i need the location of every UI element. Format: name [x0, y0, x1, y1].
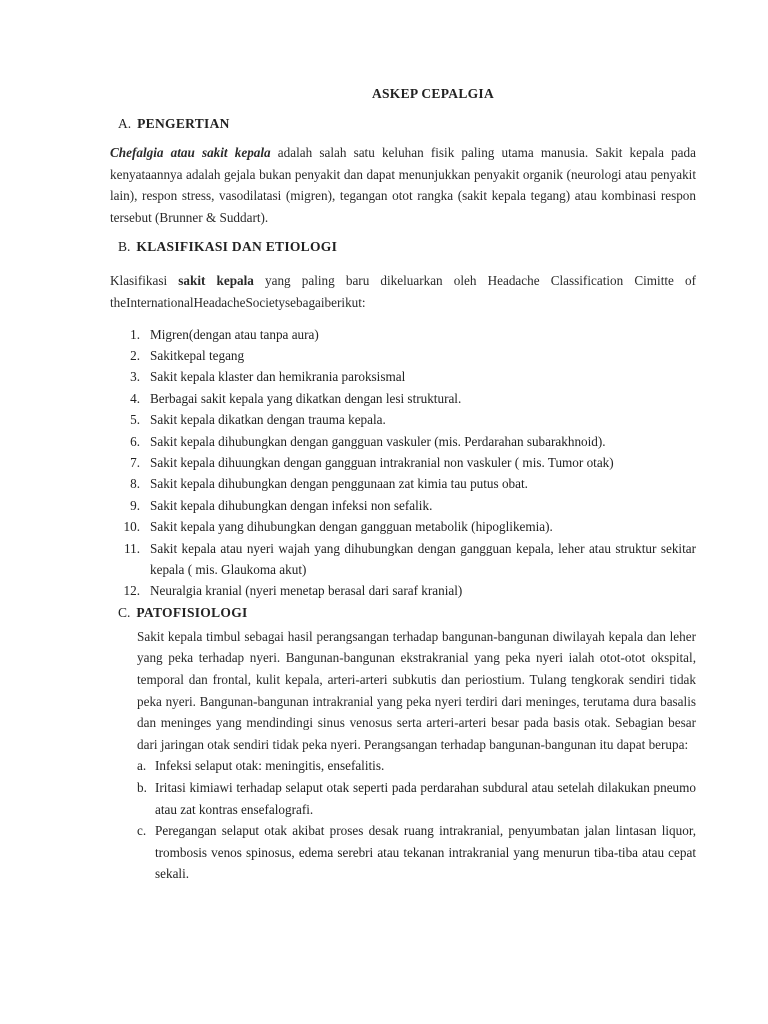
section-a-letter: A. — [118, 116, 132, 131]
list-item-number: 7. — [130, 455, 140, 470]
list-item — [137, 777, 696, 820]
section-a-heading — [118, 112, 696, 136]
section-b-intro — [110, 270, 696, 313]
section-b-intro-bold: sakit kepala — [178, 273, 254, 289]
list-item-number: 6. — [130, 433, 140, 449]
list-item-letter: a. — [137, 758, 147, 774]
list-item — [110, 580, 696, 601]
list-item — [110, 495, 696, 516]
list-item-text: Peregangan selaput otak akibat proses desak ruang intrakranial, penyumbatan jalan lintasan liquor, trombosis venos spinosus, edema serebri atau tekanan intrakranial yang menurun tiba-tiba atau cepat sekali. — [155, 823, 696, 882]
list-item — [110, 324, 696, 345]
list-item-text: Sakit kepala atau nyeri wajah yang dihubungkan dengan gangguan kepala, leher atau struktur sekitar kepala ( mis. Glaukoma akut) — [150, 540, 696, 578]
list-item-text: Neuralgia kranial (nyeri menetap berasal dari saraf kranial) — [150, 583, 463, 599]
list-item — [110, 473, 696, 494]
list-item — [110, 388, 696, 409]
list-item — [137, 820, 696, 885]
list-item — [110, 452, 696, 473]
section-b-intro-pre: Klasifikasi — [110, 273, 179, 289]
list-item-text: Iritasi kimiawi terhadap selaput otak seperti pada perdarahan subdural atau setelah dilakukan pneumo atau zat kontras ensefalografi. — [155, 780, 696, 817]
list-item-text: Sakit kepala dihuungkan dengan gangguan intrakranial non vaskuler ( mis. Tumor otak) — [150, 455, 614, 470]
list-item-number: 3. — [130, 369, 140, 385]
list-item-text: Sakit kepala dihubungkan dengan infeksi non sefalik. — [150, 497, 433, 513]
list-item — [110, 409, 696, 430]
list-item-number: 9. — [130, 497, 140, 513]
section-a-title: PENGERTIAN — [137, 116, 230, 131]
list-item-text: Sakit kepala klaster dan hemikrania paroksismal — [150, 369, 406, 385]
list-item-text: Berbagai sakit kepala yang dikatkan dengan lesi struktural. — [150, 390, 462, 406]
list-item-number: 4. — [130, 390, 140, 406]
list-item-text: Infeksi selaput otak: meningitis, ensefalitis. — [155, 758, 385, 774]
list-item — [110, 516, 696, 537]
list-item-number: 2. — [130, 347, 140, 363]
list-item-number: 11. — [124, 540, 140, 556]
list-item-text: Sakit kepala dikatkan dengan trauma kepala. — [150, 412, 386, 428]
list-item-text: Sakitkepal tegang — [150, 347, 245, 363]
section-a-body: adalah salah satu keluhan fisik paling utama manusia. Sakit kepala pada kenyataannya adalah gejala bukan penyakit dan dapat menunjukkan penyakit organik (neurologi atau penyakit lain), respon stress, vasodilatasi (migren), tegangan otot rangka (sakit kepala tegang) atau kombinasi respon tersebut (Brunner & Suddart). — [110, 145, 696, 225]
section-c-content — [137, 626, 696, 885]
section-a-lead: Chefalgia atau sakit kepala — [110, 145, 271, 160]
list-item — [137, 755, 696, 777]
list-item-text: Sakit kepala dihubungkan dengan penggunaan zat kimia tau putus obat. — [150, 476, 528, 492]
section-c-heading — [118, 602, 696, 624]
list-item — [110, 366, 696, 387]
list-item-number: 1. — [130, 326, 140, 342]
list-item — [110, 538, 696, 581]
section-b-title: KLASIFIKASI DAN ETIOLOGI — [136, 239, 338, 255]
list-item — [110, 345, 696, 366]
list-item-number: 8. — [130, 476, 140, 492]
list-item-text: Migren(dengan atau tanpa aura) — [150, 326, 319, 342]
classification-list — [110, 324, 696, 602]
stimulation-list — [137, 755, 696, 885]
section-c-paragraph: Sakit kepala timbul sebagai hasil perangsangan terhadap bangunan-bangunan diwilayah kepala dan leher yang peka terhadap nyeri. Bangunan-bangunan ekstrakranial yang peka nyeri ialah otot-otot okspital, temporal dan frontal, kulit kepala, arteri-arteri subkutis dan periostium. Tulang tengkorak sendiri tidak peka nyeri. Bangunan-bangunan intrakranial yang peka nyeri terdiri dari meninges, terutama dura basalis dan meninges yang mendindingi sinus venosus serta arteri-arteri besar pada basis otak. Sebagian besar dari jaringan otak sendiri tidak peka nyeri. Perangsangan terhadap bangunan-bangunan itu dapat berupa: — [137, 628, 696, 752]
list-item-number: 5. — [130, 412, 140, 428]
section-b-heading — [118, 232, 696, 262]
list-item — [110, 431, 696, 452]
list-item-letter: b. — [137, 780, 147, 795]
list-item-number: 10. — [123, 519, 140, 535]
document-title: ASKEP CEPALGIA — [371, 86, 495, 101]
list-item-text: Sakit kepala dihubungkan dengan gangguan vaskuler (mis. Perdarahan subarakhnoid). — [150, 433, 606, 449]
section-b-letter: B. — [118, 239, 131, 255]
list-item-number: 12. — [123, 583, 140, 599]
section-a-paragraph — [110, 142, 696, 228]
list-item-letter: c. — [137, 823, 147, 839]
section-c-letter: C. — [118, 604, 131, 620]
list-item-text: Sakit kepala yang dihubungkan dengan gangguan metabolik (hipoglikemia). — [150, 519, 553, 535]
section-b-intro-post: yang paling baru dikeluarkan oleh Headache Classification Cimitte of theInternationalHeadacheSocietysebagaiberikut: — [110, 273, 697, 310]
section-c-title: PATOFISIOLOGI — [136, 604, 248, 620]
